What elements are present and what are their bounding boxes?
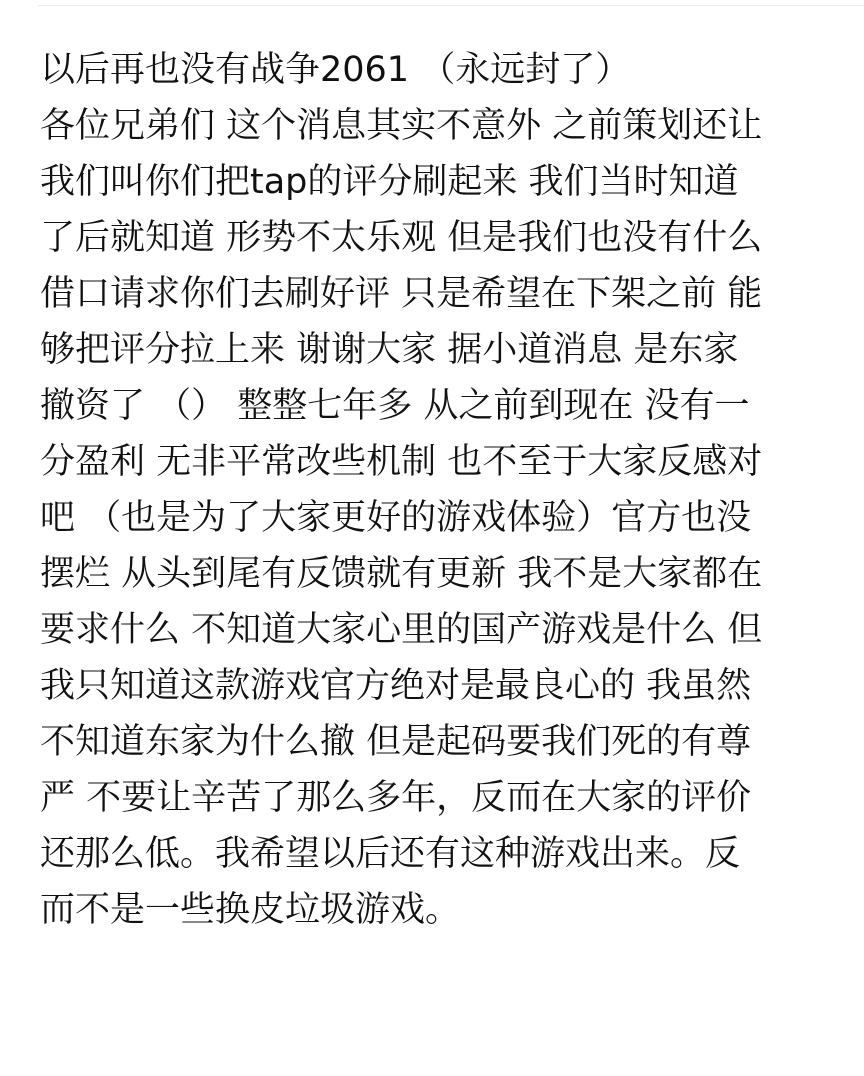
post-line: 而不是一些换皮垃圾游戏。	[40, 890, 461, 930]
post-body	[40, 42, 864, 938]
post-line: 摆烂 从头到尾有反馈就有更新 我不是大家都在	[40, 554, 763, 594]
post-line: 不知道东家为什么撤 但是起码要我们死的有尊	[40, 722, 752, 762]
post-line: 分盈利 无非平常改些机制 也不至于大家反感对	[40, 442, 763, 482]
post-line: 我们叫你们把tap的评分刷起来 我们当时知道	[40, 162, 739, 202]
post-line: 严 不要让辛苦了那么多年，反而在大家的评价	[40, 778, 752, 818]
post-line: 吧 （也是为了大家更好的游戏体验）官方也没	[40, 498, 752, 538]
post-line: 了后就知道 形势不太乐观 但是我们也没有什么	[40, 218, 763, 258]
post-line: 各位兄弟们 这个消息其实不意外 之前策划还让	[40, 106, 763, 146]
post-line: 要求什么 不知道大家心里的国产游戏是什么 但	[40, 610, 763, 650]
post-line: 还那么低。我希望以后还有这种游戏出来。反	[40, 834, 741, 874]
post-line: 我只知道这款游戏官方绝对是最良心的 我虽然	[40, 666, 752, 706]
post-line: 撤资了 （） 整整七年多 从之前到现在 没有一	[40, 386, 750, 426]
post-line: 够把评分拉上来 谢谢大家 据小道消息 是东家	[40, 330, 739, 370]
post-line: 借口请求你们去刷好评 只是希望在下架之前 能	[40, 274, 763, 314]
post-title: 以后再也没有战争2061 （永远封了）	[40, 50, 631, 90]
top-divider	[38, 5, 864, 6]
